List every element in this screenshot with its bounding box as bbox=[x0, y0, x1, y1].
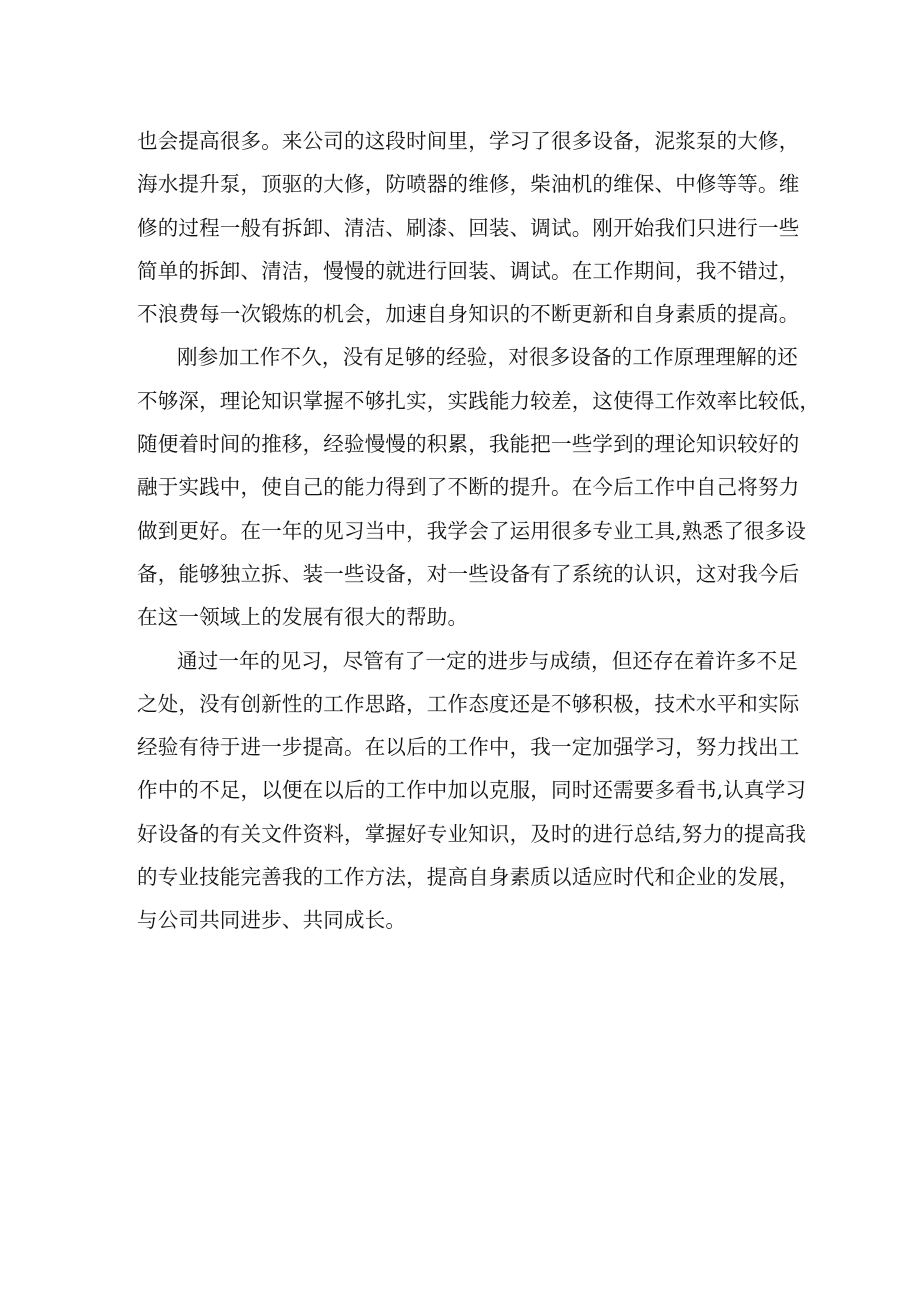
text-line: 刚参加工作不久，没有足够的经验，对很多设备的工作原理理解的还 bbox=[177, 345, 798, 370]
text-line: 海水提升泵，顶驱的大修，防喷器的维修，柴油机的维保、中修等等。维 bbox=[137, 172, 800, 197]
text-line: 随便着时间的推移，经验慢慢的积累，我能把一些学到的理论知识较好的 bbox=[137, 432, 800, 457]
text-line: 之处，没有创新性的工作思路，工作态度还是不够积极，技术水平和实际 bbox=[137, 691, 800, 716]
text-line: 简单的拆卸、清洁，慢慢的就进行回装、调试。在工作期间，我不错过， bbox=[137, 258, 800, 283]
paragraph-2 bbox=[137, 336, 821, 639]
text-line: 融于实践中，使自己的能力得到了不断的提升。在今后工作中自己将努力 bbox=[137, 475, 800, 500]
text-line: 与公司共同进步、共同成长。 bbox=[137, 908, 407, 933]
text-line: 备，能够独立拆、装一些设备，对一些设备有了系统的认识，这对我今后 bbox=[137, 561, 800, 586]
text-line: 也会提高很多。来公司的这段时间里，学习了很多设备，泥浆泵的大修， bbox=[137, 129, 800, 153]
text-line: 通过一年的见习，尽管有了一定的进步与成绩，但还存在着许多不足 bbox=[177, 648, 798, 673]
text-line: 好设备的有关文件资料，掌握好专业知识，及时的进行总结,努力的提高我 bbox=[137, 821, 807, 846]
paragraph-1 bbox=[137, 120, 800, 336]
text-line: 在这一领域上的发展有很大的帮助。 bbox=[137, 605, 469, 630]
text-line: 的专业技能完善我的工作方法，提高自身素质以适应时代和企业的发展， bbox=[137, 865, 800, 890]
text-line: 修的过程一般有拆卸、清洁、刷漆、回装、调试。刚开始我们只进行一些 bbox=[137, 215, 800, 240]
text-line: 不够深，理论知识掌握不够扎实，实践能力较差，这使得工作效率比较低， bbox=[137, 388, 821, 413]
text-line: 作中的不足，以便在以后的工作中加以克服，同时还需要多看书,认真学习 bbox=[137, 778, 807, 803]
text-line: 经验有待于进一步提高。在以后的工作中，我一定加强学习，努力找出工 bbox=[137, 735, 800, 760]
text-line: 做到更好。在一年的见习当中，我学会了运用很多专业工具,熟悉了很多设 bbox=[137, 518, 807, 543]
paragraph-3 bbox=[137, 640, 807, 943]
text-line: 不浪费每一次锻炼的机会，加速自身知识的不断更新和自身素质的提高。 bbox=[137, 302, 800, 327]
document-body bbox=[137, 120, 821, 943]
